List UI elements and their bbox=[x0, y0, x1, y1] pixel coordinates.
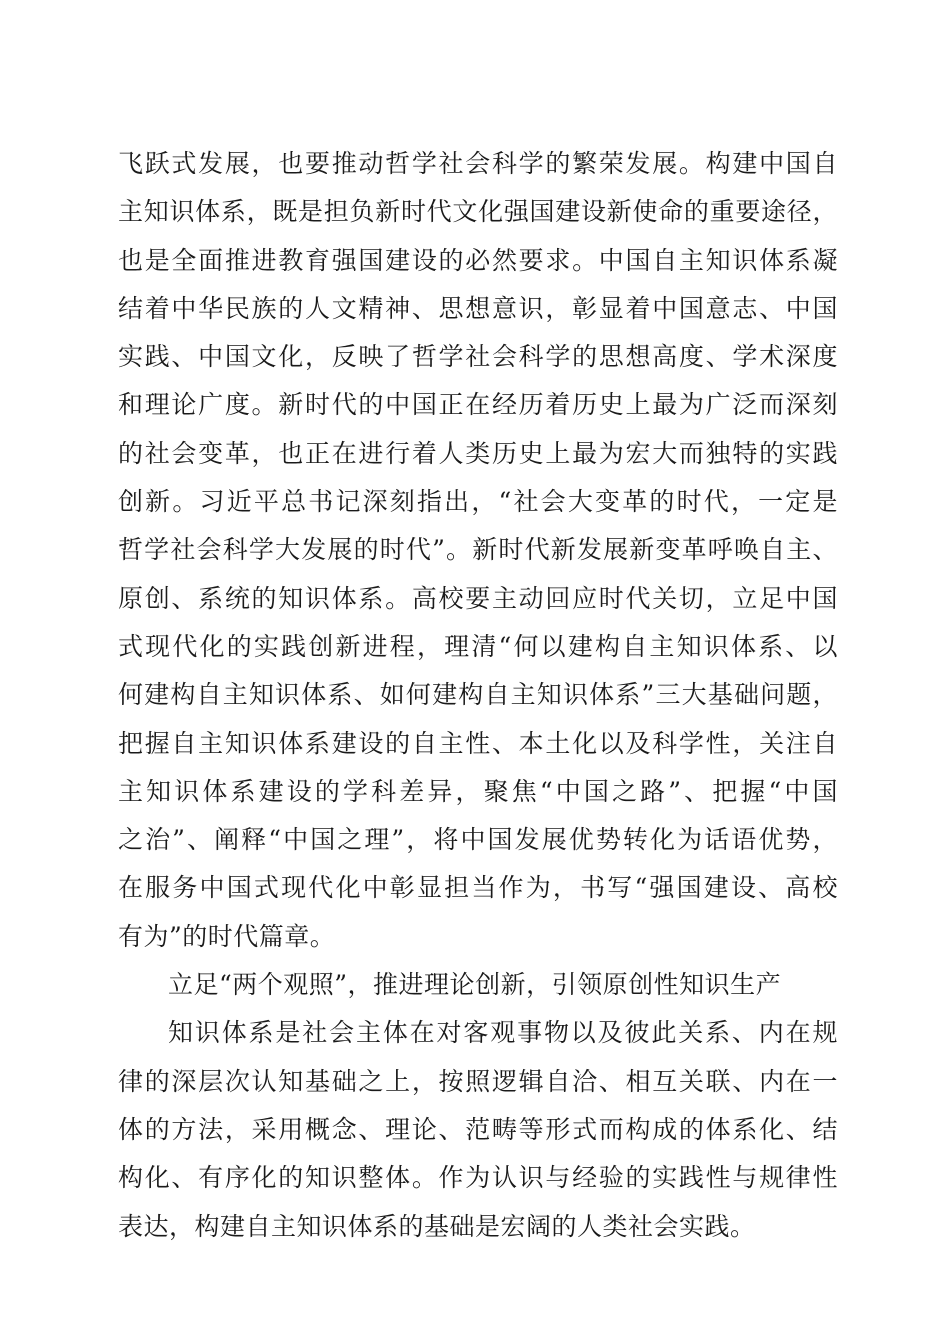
text-line: 在服务中国式现代化中彰显担当作为，书写“强国建设、高校 bbox=[118, 873, 838, 903]
text-line: 构化、有序化的知识整体。作为认识与经验的实践性与规律性 bbox=[118, 1163, 838, 1193]
text-line: 飞跃式发展，也要推动哲学社会科学的繁荣发展。构建中国自 bbox=[118, 149, 838, 178]
text-line: 之治”、阐释“中国之理”，将中国发展优势转化为话语优势， bbox=[118, 825, 838, 855]
text-line: 创新。习近平总书记深刻指出，“社会大变革的时代，一定是 bbox=[118, 487, 838, 517]
text-line: 和理论广度。新时代的中国正在经历着历史上最为广泛而深刻 bbox=[118, 390, 838, 420]
text-line: 何建构自主知识体系、如何建构自主知识体系”三大基础问题， bbox=[118, 680, 838, 710]
text-line: 也是全面推进教育强国建设的必然要求。中国自主知识体系凝 bbox=[118, 245, 838, 275]
text-line: 哲学社会科学大发展的时代”。新时代新发展新变革呼唤自主、 bbox=[118, 535, 838, 565]
paragraph-1 bbox=[118, 140, 838, 961]
section-heading bbox=[118, 961, 838, 1009]
text-line: 主知识体系，既是担负新时代文化强国建设新使命的重要途径， bbox=[118, 197, 838, 227]
heading-line: 立足“两个观照”，推进理论创新，引领原创性知识生产 bbox=[168, 970, 782, 1000]
text-line: 结着中华民族的人文精神、思想意识，彰显着中国意志、中国 bbox=[118, 293, 838, 323]
text-line: 式现代化的实践创新进程，理清“何以建构自主知识体系、以 bbox=[118, 631, 838, 661]
text-line: 实践、中国文化，反映了哲学社会科学的思想高度、学术深度 bbox=[118, 342, 838, 372]
text-line: 律的深层次认知基础之上，按照逻辑自洽、相互关联、内在一 bbox=[118, 1066, 838, 1096]
text-line: 知识体系是社会主体在对客观事物以及彼此关系、内在规 bbox=[168, 1018, 838, 1048]
text-line: 的社会变革，也正在进行着人类历史上最为宏大而独特的实践 bbox=[118, 438, 838, 468]
text-line: 体的方法，采用概念、理论、范畴等形式而构成的体系化、结 bbox=[118, 1114, 838, 1144]
text-line: 有为”的时代篇章。 bbox=[118, 921, 336, 951]
text-line: 把握自主知识体系建设的自主性、本土化以及科学性，关注自 bbox=[118, 728, 838, 758]
paragraph-2 bbox=[118, 1009, 838, 1250]
text-line: 原创、系统的知识体系。高校要主动回应时代关切，立足中国 bbox=[118, 583, 838, 613]
text-line: 主知识体系建设的学科差异，聚焦“中国之路”、把握“中国 bbox=[118, 776, 838, 806]
body-text bbox=[118, 140, 838, 1251]
text-line: 表达，构建自主知识体系的基础是宏阔的人类社会实践。 bbox=[118, 1211, 756, 1241]
